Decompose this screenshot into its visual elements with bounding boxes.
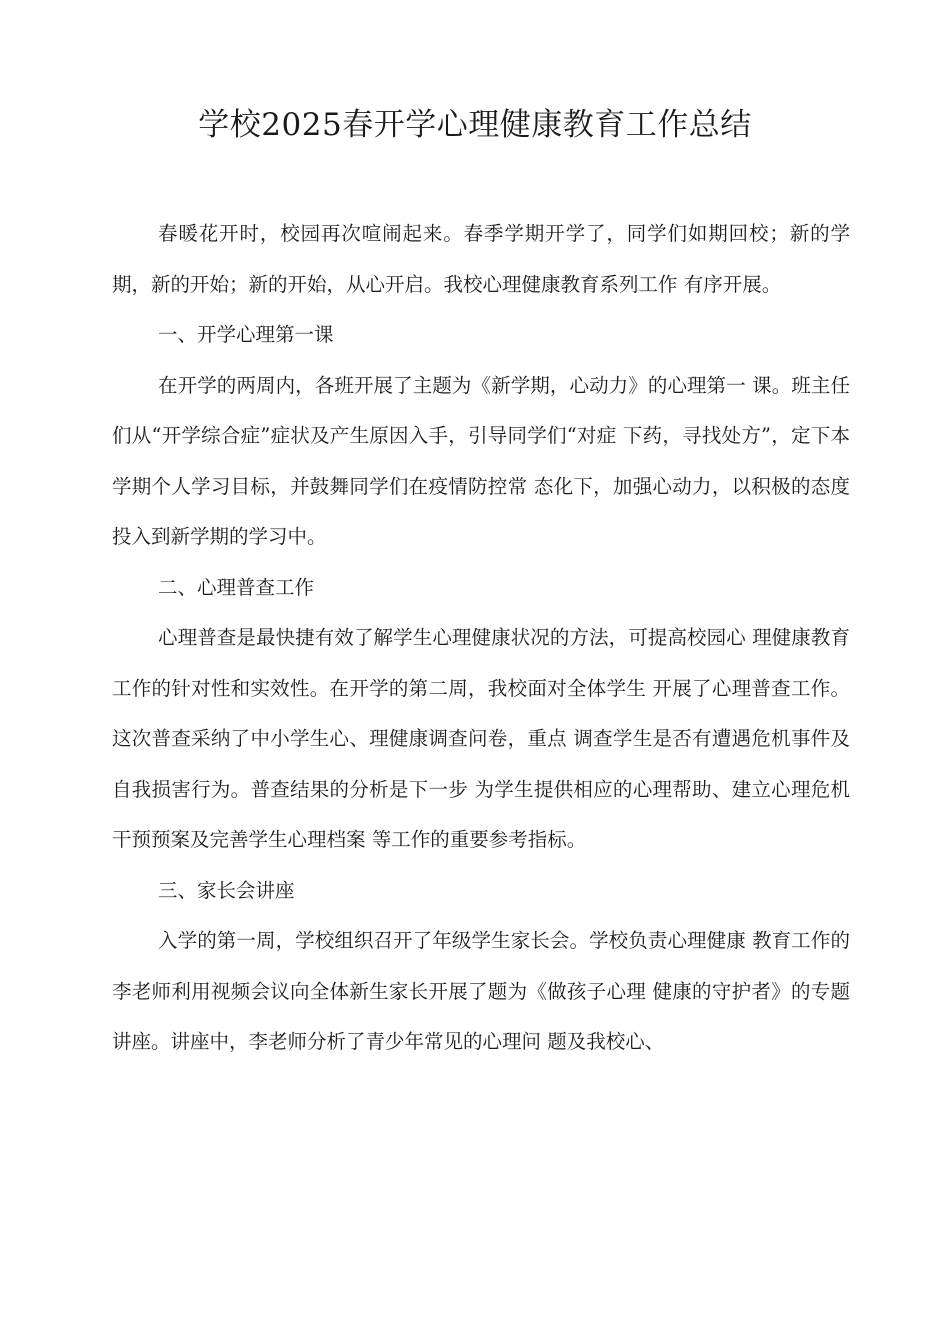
document-body [112,209,850,1068]
section-heading-3: 三、家长会讲座 [158,878,295,902]
paragraph-section-1: 在开学的两周内，各班开展了主题为《新学期，心动力》的心理第一 课。班主任们从“开学综合症”症状及产生原因入手，引导同学们“对症 下药，寻找处方”，定下本学期个人学习目标，并鼓舞同学们在疫情防控常 态化下，加强心动力，以积极的态度投入到新学期的学习中。 [112,373,850,548]
document-title: 学校2025春开学心理健康教育工作总结 [198,107,752,143]
paragraph-section-3: 入学的第一周，学校组织召开了年级学生家长会。学校负责心理健康 教育工作的李老师利用视频会议向全体新生家长开展了题为《做孩子心理 健康的守护者》的专题讲座。讲座中，李老师分析了青少年常见的心理问 题及我校心、 [112,929,850,1053]
section-heading-2: 二、心理普查工作 [158,575,315,599]
paragraph-section-2: 心理普查是最快捷有效了解学生心理健康状况的方法，可提高校园心 理健康教育工作的针对性和实效性。在开学的第二周，我校面对全体学生 开展了心理普查工作。这次普查采纳了中小学生心、理健康调查问卷，重点 调查学生是否有遭遇危机事件及自我损害行为。普查结果的分析是下一步 为学生提供相应的心理帮助、建立心理危机干预预案及完善学生心理档案 等工作的重要参考指标。 [112,626,850,851]
paragraph-intro: 春暖花开时，校园再次喧闹起来。春季学期开学了，同学们如期回校；新的学期，新的开始；新的开始，从心开启。我校心理健康教育系列工作 有序开展。 [112,222,850,296]
section-heading-1: 一、开学心理第一课 [158,323,334,346]
